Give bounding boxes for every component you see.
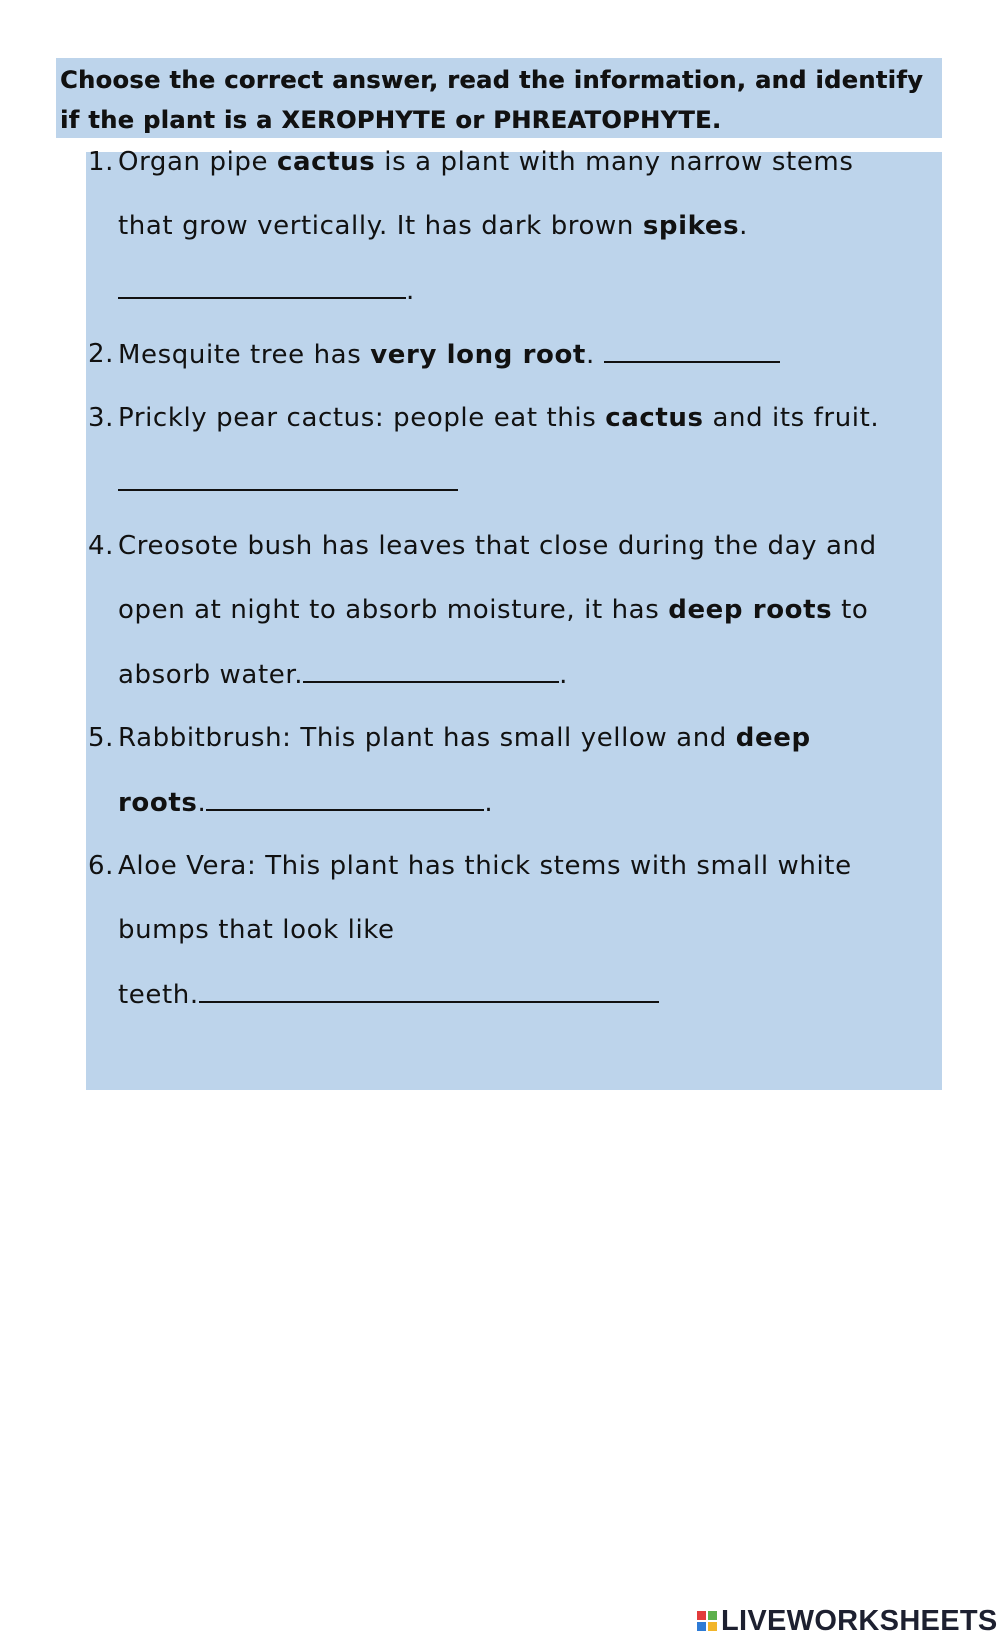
question-6-number: 6. bbox=[88, 851, 115, 881]
question-3-line-1: Prickly pear cactus: people eat this cactus and its fruit. bbox=[118, 403, 880, 433]
question-1-line-2: that grow vertically. It has dark brown spikes. bbox=[118, 211, 749, 241]
question-4-number: 4. bbox=[88, 531, 115, 561]
logo-text: LIVEWORKSHEETS bbox=[721, 1604, 998, 1637]
question-5-line-2: roots. . bbox=[118, 785, 493, 820]
instruction-box bbox=[56, 58, 942, 138]
question-3-number: 3. bbox=[88, 403, 115, 433]
question-5-line-1: Rabbitbrush: This plant has small yellow and deep bbox=[118, 723, 811, 753]
question-5-number: 5. bbox=[88, 723, 115, 753]
question-6-line-2: bumps that look like bbox=[118, 915, 395, 945]
question-4-line-3: absorb water. . bbox=[118, 657, 568, 692]
instruction-line-2: if the plant is a XEROPHYTE or PHREATOPHYTE. bbox=[60, 106, 722, 134]
question-6-line-1: Aloe Vera: This plant has thick stems with small white bbox=[118, 851, 852, 881]
question-4-line-2: open at night to absorb moisture, it has deep roots to bbox=[118, 595, 869, 625]
answer-blank-4[interactable] bbox=[303, 657, 559, 683]
answer-blank-6[interactable] bbox=[199, 977, 659, 1003]
instruction-line-1: Choose the correct answer, read the information, and identify bbox=[60, 66, 924, 94]
question-1-line-1: Organ pipe cactus is a plant with many narrow stems bbox=[118, 147, 854, 177]
answer-blank-3[interactable] bbox=[118, 465, 458, 491]
answer-blank-5[interactable] bbox=[206, 785, 484, 811]
question-1-number: 1. bbox=[88, 147, 115, 177]
answer-blank-2[interactable] bbox=[604, 337, 780, 363]
liveworksheets-logo-icon bbox=[697, 1611, 717, 1631]
question-4-line-1: Creosote bush has leaves that close during the day and bbox=[118, 531, 877, 561]
question-6-line-3: teeth. bbox=[118, 977, 659, 1012]
question-2-line-1: Mesquite tree has very long root. bbox=[118, 337, 780, 372]
answer-blank-1[interactable] bbox=[118, 273, 406, 299]
question-3-answer-line bbox=[118, 465, 458, 500]
question-2-number: 2. bbox=[88, 339, 115, 369]
question-1-answer-line: . bbox=[118, 273, 415, 308]
liveworksheets-logo bbox=[697, 1606, 998, 1636]
